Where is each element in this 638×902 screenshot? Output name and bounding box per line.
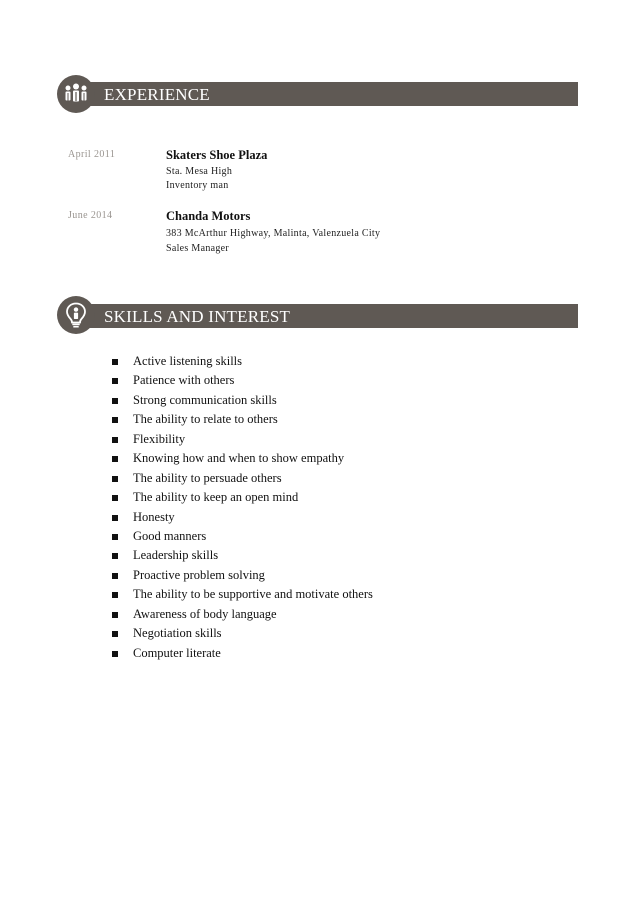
bullet-icon [112,417,118,423]
experience-role: Sales Manager [166,243,230,254]
skill-text: Active listening skills [133,354,243,368]
skill-text: The ability to persuade others [133,470,282,485]
bullet-icon [112,359,118,365]
bullet-icon [112,456,118,462]
skill-text: The ability to relate to others [133,412,278,427]
people-group-icon [57,75,95,113]
skill-text: Proactive problem solving [133,567,265,582]
bullet-icon [112,651,118,657]
skill-text: Knowing how and when to show empathy [133,451,345,466]
skill-text: Patience with others [133,373,235,388]
skill-text: Leadership skills [133,548,219,563]
skill-text: Honesty [133,509,175,524]
experience-date: June 2014 [68,210,113,221]
experience-heading: EXPERIENCE [104,85,210,104]
bullet-icon [112,476,118,482]
skill-text: Good manners [133,528,207,543]
experience-date: April 2011 [68,149,116,160]
skill-text: Awareness of body language [133,606,277,621]
skill-text: Negotiation skills [133,626,222,641]
experience-company: Chanda Motors [166,209,251,223]
skills-heading: SKILLS AND INTEREST [104,307,291,326]
experience-company: Skaters Shoe Plaza [166,148,268,162]
bullet-icon [112,437,118,443]
bullet-icon [112,612,118,618]
bullet-icon [112,534,118,540]
bullet-icon [112,573,118,579]
bullet-icon [112,592,118,598]
bullet-icon [112,553,118,559]
experience-location: 383 McArthur Highway, Malinta, Valenzuela City [166,228,381,239]
experience-location: Sta. Mesa High [166,166,233,177]
bullet-icon [112,398,118,404]
skill-text: The ability to be supportive and motivate others [133,587,373,602]
skill-text: Strong communication skills [133,392,277,407]
skill-text: The ability to keep an open mind [133,490,299,505]
bullet-icon [112,495,118,501]
bullet-icon [112,378,118,384]
lightbulb-person-icon [57,296,95,334]
bullet-icon [112,515,118,521]
bullet-icon [112,631,118,637]
skill-text: Computer literate [133,645,221,660]
experience-role: Inventory man [166,180,229,191]
skill-text: Flexibility [133,431,186,446]
